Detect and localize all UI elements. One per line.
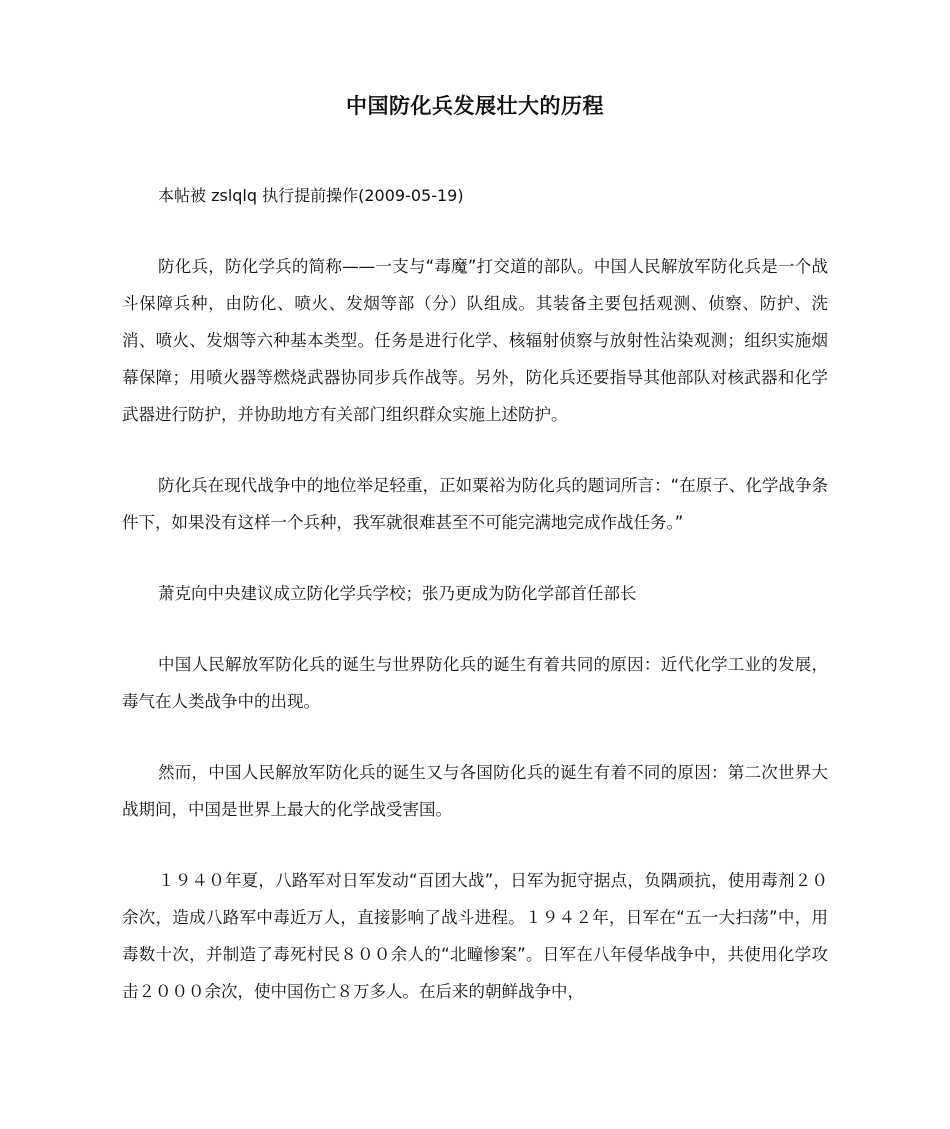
paragraph-different-origin: 然而，中国人民解放军防化兵的诞生又与各国防化兵的诞生有着不同的原因：第二次世界大战期间，中国是世界上最大的化学战受害国。	[122, 763, 828, 819]
post-meta-line: 本帖被 zslqlq 执行提前操作(2009-05-19)	[158, 186, 464, 205]
document-title: 中国防化兵发展壮大的历程	[346, 94, 604, 118]
paragraph-common-origin: 中国人民解放军防化兵的诞生与世界防化兵的诞生有着共同的原因：近代化学工业的发展，毒气在人类战争中的出现。	[122, 655, 828, 711]
paragraph-importance: 防化兵在现代战争中的地位举足轻重，正如粟裕为防化兵的题词所言：“在原子、化学战争条件下，如果没有这样一个兵种，我军就很难甚至不可能完满地完成作战任务。”	[122, 476, 828, 532]
paragraph-school-proposal: 萧克向中央建议成立防化学兵学校；张乃更成为防化学部首任部长	[158, 584, 637, 603]
paragraph-intro: 防化兵，防化学兵的简称——一支与“毒魔”打交道的部队。中国人民解放军防化兵是一个战斗保障兵种，由防化、喷火、发烟等部（分）队组成。其装备主要包括观测、侦察、防护、洗消、喷火、发烟等六种基本类型。任务是进行化学、核辐射侦察与放射性沾染观测；组织实施烟幕保障；用喷火器等燃烧武器协同步兵作战等。另外，防化兵还要指导其他部队对核武器和化学武器进行防护，并协助地方有关部门组织群众实施上述防护。	[122, 257, 828, 424]
paragraph-history: １９４０年夏，八路军对日军发动“百团大战”，日军为扼守据点，负隅顽抗，使用毒剂２０余次，造成八路军中毒近万人，直接影响了战斗进程。１９４２年，日军在“五一大扫荡”中，用毒数十次，并制造了毒死村民８００余人的“北疃惨案”。日军在八年侵华战争中，共使用化学攻击２０００余次，使中国伤亡８万多人。在后来的朝鲜战争中，	[122, 871, 828, 1001]
